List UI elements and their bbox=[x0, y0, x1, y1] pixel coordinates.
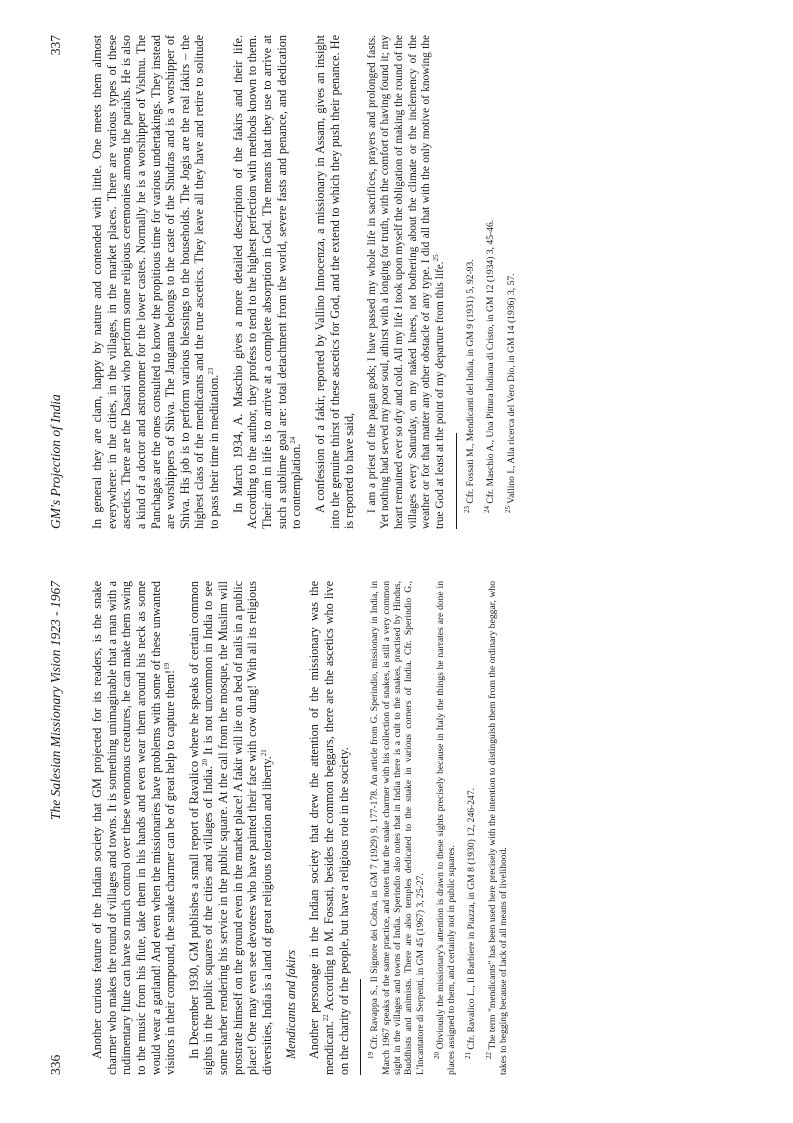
footnote-19: $^{19}$ Cfr. Ravappa S., Il Signore dei Cobra, in GM 7 (1929) 9, 177-178. An article from G. Sperindio, missionary in India, in March 1967 speaks of the same practice, and notes that the snake charmer with his collection of snakes, is still a very common sight in the villages and towns of India. Sperindio also notes that in India there is a cult to the snakes, practised by Hindus, Buddhists and animists. There are also temples dedicated to the snake in various corners of India. Cfr. Sperindio G., L'Incantatore di Serpenti, in GM 45 (1967) 3, 25-27. bbox=[367, 581, 426, 1075]
footnote-21: $^{21}$ Cfr. Ravalico L., Il Barbiere in Piazza, in GM 8 (1930) 12, 246-247. bbox=[464, 787, 478, 1059]
left-body-text bbox=[90, 581, 518, 1075]
footnote-rule-right bbox=[456, 433, 457, 529]
right-running-head bbox=[48, 35, 64, 529]
paragraph-mendicant: Another personage in the Indian society that drew the attention of the missionary was the mendicant.$^{22}$ According to M. Fossati, besides the common beggars, there are the ascetics who live on the charity of the people, but have a religious role in the society. bbox=[307, 581, 351, 1075]
right-body-text bbox=[90, 35, 526, 529]
footnote-24: $^{24}$ Cfr. Maschio A., Una Pittura Indiana di Cristo, in GM 12 (1934) 3, 45-46. bbox=[483, 219, 497, 513]
left-page bbox=[0, 571, 793, 1101]
paragraph-ascetics: In general they are clam, happy by nature and contended with little. One meets them almost everywhere: in the cities, in the villages, in the market places. There are various types of these ascetics. There are the Dasari who perform some religious ceremonies among the pariahs. He is also a kind of a doctor and astronomer for the lower castes. Normally he is a worshipper of Vishnu. The Panchagas are the ones consulted to know the propitious time for various undertakings. They instead are worshippers of Shiva. The Jangama belongs to the caste of the Shudras and is a worshipper of Shiva. His job is to perform various blessings to the households. The Jogis are the real fakirs – the highest class of the mendicants and the true ascetics. They leave all they have and retire to solitude to pass their time in meditation.$^{23}$ bbox=[90, 35, 222, 529]
paragraph-public-squares: In December 1930, GM publishes a small report of Ravalico where he speaks of certain common sights in the public squares of the cities and villages of India.$^{20}$ It is not uncommon in India to see some barber rendering his service in the public square. At the call from the mosque, the Muslim will prostrate himself on the ground even in the market place! A fakir will lie on a bed of nails in a public place! One may even see devotees who have painted their face with cow dung! With all its religious diversities, India is a land of great religious toleration and liberty.$^{21}$ bbox=[186, 581, 275, 1075]
right-page-number: 337 bbox=[48, 35, 63, 56]
left-running-title: The Salesian Missionary Vision 1923 - 1967 bbox=[48, 581, 63, 820]
footnote-20: $^{20}$ Obviously the missionary's attention is drawn to these sights precisely because in Italy the things he narrates are done in places assigned to them, and certainly not in public squares. bbox=[432, 581, 458, 1075]
paragraph-snake-charmer: Another curious feature of the Indian society that GM projected for its readers, is the snake charmer who makes the round of villages and towns. It is something unimaginable that a man with a rudimentary flute can have so much control over these venomous creatures, he can make them swing to the music from his flute, take them in his hands and even wear them around his neck as some would wear a garland! And even when the missionaries have problems with some of these unwanted visitors in their compound, the snake charmer can be of great help to capture them!$^{19}$ bbox=[90, 581, 178, 1075]
section-subheading: Mendicants and fakirs bbox=[283, 950, 298, 1059]
left-page-number: 336 bbox=[48, 1054, 63, 1075]
right-page bbox=[0, 25, 793, 555]
footnote-rule bbox=[360, 979, 361, 1075]
paragraph-maschio: In March 1934, A. Maschio gives a more detailed description of the fakirs and their life. According to the author, they profess to tend to the highest perfection with methods known to them. Their aim in life is to arrive at a complete absorption in God. The means that they use to arrive at such a sublime goal are: total detachment from the world, severe fasts and penance, and dedication to contemplation.$^{24}$ bbox=[230, 35, 304, 529]
left-running-head bbox=[48, 581, 64, 1075]
footnote-22: $^{22}$ The term "mendicants" has been used here precisely with the intention to distinguish them from the ordinary beggar, who takes to begging because of lack of all means of livelihood. bbox=[484, 581, 510, 1075]
right-running-title: GM's Projection of India bbox=[48, 394, 63, 529]
block-quote: I am a priest of the pagan gods; I have passed my whole life in sacrifices, prayers and prolonged fasts. Yet nothing had served my poor soul, athirst with a longing for truth, with the comfort of having found it; my heart remained ever so dry and cold. All my life I took upon myself the obligation of making the round of the villages every Saturday, on my naked knees, not bothering about the climate or the inclemency of the weather or for that matter any other obstacle of any type. I did all that with the only motive of knowing the true God at least at the point of my departure from this life.$^{25}$ bbox=[365, 35, 446, 529]
footnote-25: $^{25}$ Vallino I., Alla ricerca del Vero Dio, in GM 14 (1936) 3, 57. bbox=[503, 273, 517, 513]
footnote-23: $^{23}$ Cfr. Fossati M., Mendicanti del India, in GM 9 (1931) 5, 92-93. bbox=[462, 259, 477, 513]
paragraph-confession: A confession of a fakir, reported by Vallino Innocenza, a missionary in Assam, gives an insight into the genuine thirst of these ascetics for God, and the extend to which they push their penance. He is reported to have said, bbox=[312, 35, 357, 529]
